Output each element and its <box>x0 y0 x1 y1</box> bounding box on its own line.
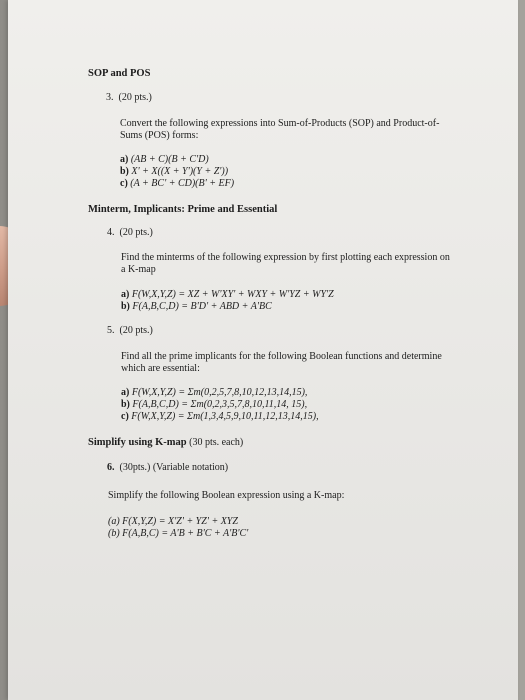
q3-instruction-line-2: Sums (POS) forms: <box>120 130 199 141</box>
q4-b-expression: F(A,B,C,D) = B'D' + ABD + A'BC <box>129 301 272 312</box>
q4-instruction-line-1: Find the minterms of the following expression by first plotting each expression on <box>121 252 450 263</box>
q3-item-a <box>120 154 209 166</box>
q5-instruction-line-1: Find all the prime implicants for the following Boolean functions and determine <box>121 351 442 362</box>
section-heading-minterm: Minterm, Implicants: Prime and Essential <box>88 204 278 215</box>
q4-header <box>107 227 153 239</box>
simplify-heading-points: (30 pts. each) <box>186 437 244 448</box>
q3-c-expression: (A + BC' + CD)(B' + EF) <box>127 178 235 189</box>
q3-b-label: b) <box>120 166 129 177</box>
q4-points: (20 pts.) <box>119 227 153 238</box>
q5-c-expression: F(W,X,Y,Z) = Σm(1,3,4,5,9,10,11,12,13,14,15), <box>128 411 319 422</box>
q5-c-label: c) <box>121 411 129 422</box>
q5-a-expression: F(W,X,Y,Z) = Σm(0,2,5,7,8,10,12,13,14,15), <box>129 387 308 398</box>
q3-a-expression: (AB + C)(B + C'D) <box>128 154 209 165</box>
q5-points: (20 pts.) <box>119 325 153 336</box>
q3-instruction-line-1: Convert the following expressions into Sum-of-Products (SOP) and Product-of- <box>120 118 440 129</box>
worksheet-paper <box>8 0 518 700</box>
q5-item-c <box>121 411 319 423</box>
q3-number: 3. <box>106 92 114 103</box>
q6-header <box>107 462 228 474</box>
q4-item-a <box>121 289 334 301</box>
q3-c-label: c) <box>120 178 128 189</box>
q3-item-c <box>120 178 234 190</box>
q3-b-expression: X' + X((X + Y')(Y + Z')) <box>128 166 229 177</box>
q6-points: (30pts.) (Variable notation) <box>119 462 229 473</box>
q5-item-a <box>121 387 307 399</box>
q3-header <box>106 92 152 104</box>
q5-header <box>107 325 153 337</box>
q4-number: 4. <box>107 227 115 238</box>
q5-number: 5. <box>107 325 115 336</box>
section-heading-sop-pos: SOP and POS <box>88 68 151 79</box>
q3-a-label: a) <box>120 154 129 165</box>
q3-points: (20 pts.) <box>118 92 152 103</box>
q6-item-a: (a) F(X,Y,Z) = X'Z' + YZ' + XYZ <box>108 516 238 527</box>
q4-instruction-line-2: a K-map <box>121 264 156 275</box>
q5-instruction-line-2: which are essential: <box>121 363 200 374</box>
q6-instruction: Simplify the following Boolean expression using a K-map: <box>108 490 345 501</box>
q4-a-expression: F(W,X,Y,Z) = XZ + W'XY' + WXY + W'YZ + WY'Z <box>129 289 334 300</box>
q5-b-label: b) <box>121 399 130 410</box>
q5-item-b <box>121 399 307 411</box>
q6-item-b: (b) F(A,B,C) = A'B + B'C + A'B'C' <box>108 528 249 539</box>
q6-number: 6. <box>107 462 115 473</box>
q5-b-expression: F(A,B,C,D) = Σm(0,2,3,5,7,8,10,11,14, 15), <box>129 399 308 410</box>
q4-item-b <box>121 301 272 313</box>
section-heading-simplify <box>88 437 243 449</box>
q5-a-label: a) <box>121 387 130 398</box>
simplify-heading-label: Simplify using K-map <box>88 437 187 448</box>
q3-item-b <box>120 166 228 178</box>
q4-a-label: a) <box>121 289 130 300</box>
q4-b-label: b) <box>121 301 130 312</box>
